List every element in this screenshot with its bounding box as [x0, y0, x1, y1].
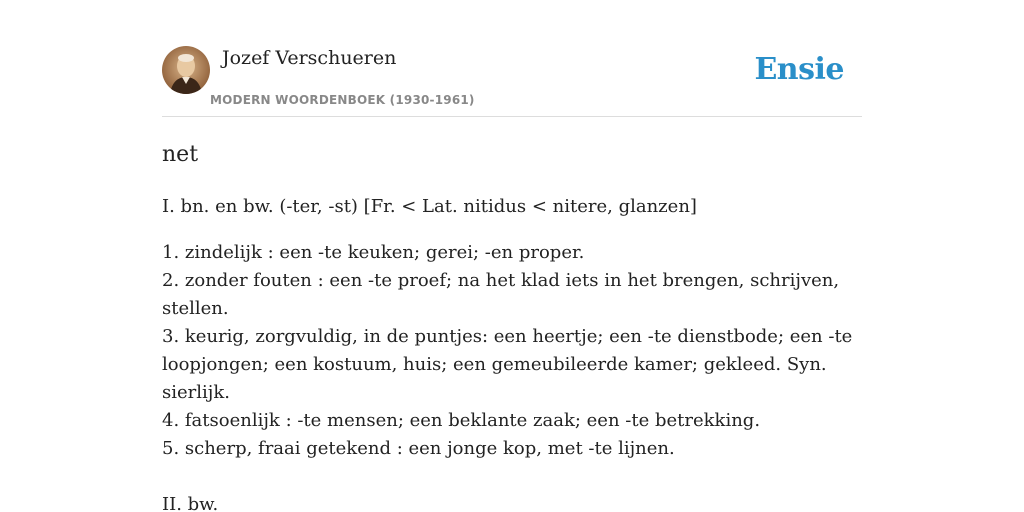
definition-5: 5. scherp, fraai getekend : een jonge kop, met -te lijnen. [162, 438, 675, 459]
entry-body [162, 193, 862, 512]
entry-headword: net [162, 142, 199, 167]
author-name[interactable]: Jozef Verschueren [222, 47, 397, 69]
definition-4: 4. fatsoenlijk : -te mensen; een beklante zaak; een -te betrekking. [162, 410, 761, 431]
ensie-logo[interactable]: Ensie [754, 52, 844, 87]
source-label[interactable]: MODERN WOORDENBOEK (1930-1961) [210, 93, 475, 107]
entry-section-1: I. bn. en bw. (-ter, -st) [Fr. < Lat. nitidus < nitere, glanzen] [162, 196, 697, 217]
definition-2: 2. zonder fouten : een -te proef; na het klad iets in het brengen, schrijven, stellen. [162, 270, 840, 319]
author-avatar[interactable] [162, 46, 210, 94]
entry-section-2: II. bw. [162, 494, 219, 512]
page-header [162, 46, 862, 117]
author-portrait-icon [162, 46, 210, 94]
definition-1: 1. zindelijk : een -te keuken; gerei; -en proper. [162, 242, 585, 263]
definition-3: 3. keurig, zorgvuldig, in de puntjes: een heertje; een -te dienstbode; een -te loopjongen; een kostuum, huis; een gemeubileerde kamer; gekleed. Syn. sierlijk. [162, 326, 853, 403]
